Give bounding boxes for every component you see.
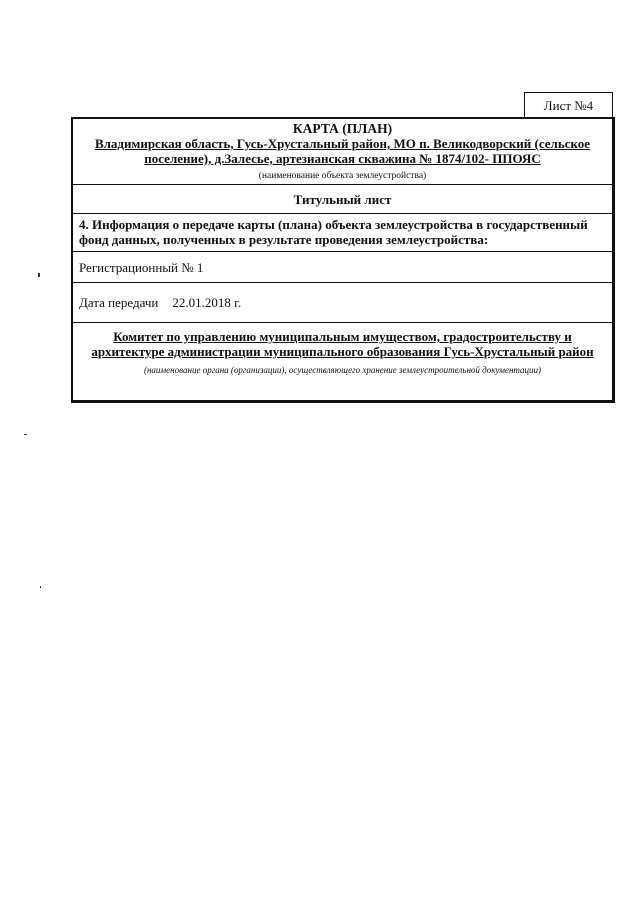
registration-number: Регистрационный № 1 [73,252,612,283]
title-page-form [71,117,615,403]
transfer-info-line-1: 4. Информация о передаче карты (плана) объекта землеустройства в государственный [79,217,588,232]
organization-name [73,329,612,359]
object-caption: (наименование объекта землеустройства) [258,171,427,181]
organization-name-line-1: Комитет по управлению муниципальным имуществом, градостроительству и [113,329,572,344]
organization-name-line-2: архитектуре администрации муниципального образования Гусь-Хрустальный район [91,344,594,359]
scan-speck [24,434,27,435]
object-name [73,136,612,166]
map-title: КАРТА (ПЛАН) [292,121,393,136]
transfer-date-label: Дата передачи [79,295,159,310]
sheet-title: Титульный лист [73,185,612,214]
scan-speck [38,273,40,277]
organization-caption: (наименование органа (организации), осуществляющего хранение землеустроительной документации) [143,365,542,375]
object-name-line-2: поселение), д.Залесье, артезианская скважина № 1874/102- ППОЯС [144,151,541,166]
transfer-date-value: 22.01.2018 г. [172,295,242,310]
transfer-info-section [73,214,612,252]
sheet-number-box: Лист №4 [524,92,613,117]
transfer-date-section [73,283,612,323]
scan-speck [40,586,41,588]
map-title-section [73,119,612,185]
transfer-info-line-2: фонд данных, полученных в результате проведения землеустройства: [79,232,489,247]
organization-section [73,323,612,400]
object-name-line-1: Владимирская область, Гусь-Хрустальный район, МО п. Великодворский (сельское [94,136,591,151]
